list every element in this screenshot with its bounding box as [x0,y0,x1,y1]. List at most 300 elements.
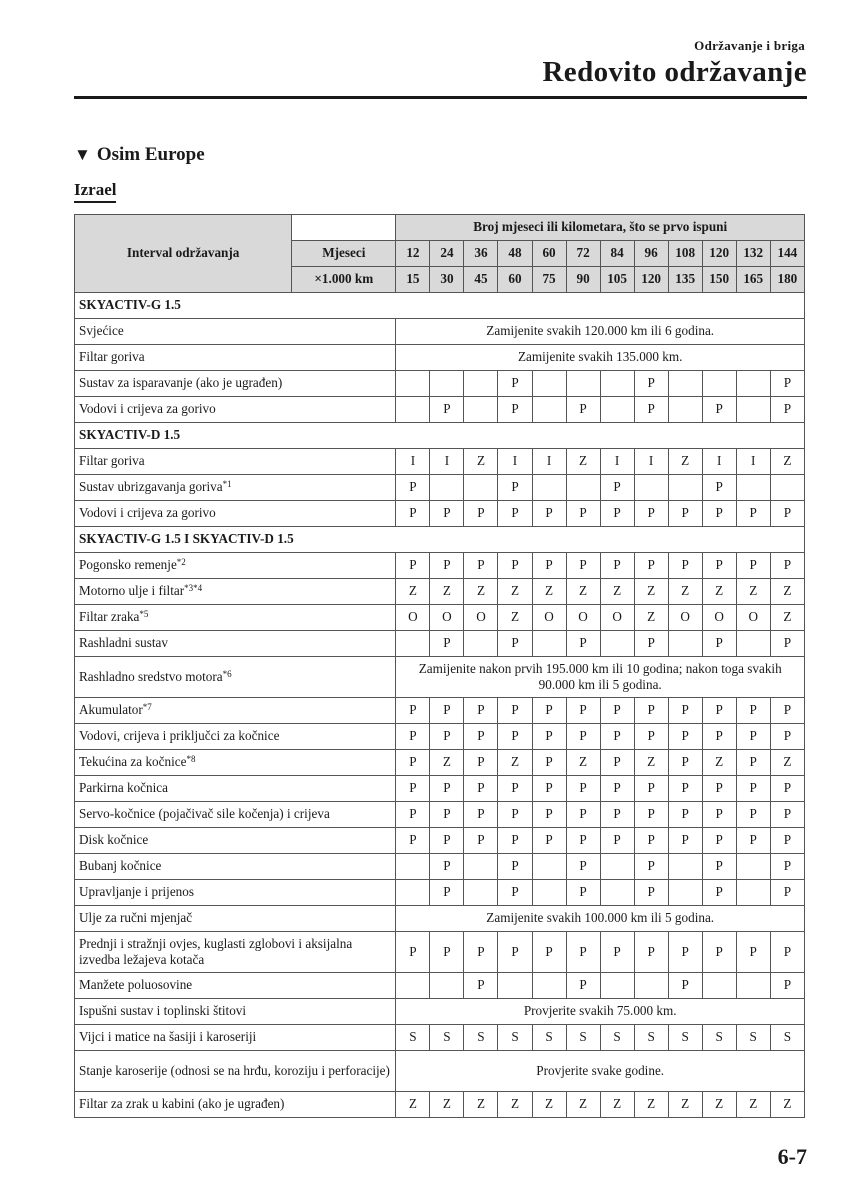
interval-cell: P [396,750,430,776]
interval-note: Zamijenite svakih 120.000 km ili 6 godina. [396,319,805,345]
interval-cell: P [566,501,600,527]
interval-cell: O [668,605,702,631]
interval-cell: P [702,828,736,854]
interval-cell: P [600,553,634,579]
interval-cell: S [668,1025,702,1051]
months-label: Mjeseci [292,241,396,267]
item-label-cell [75,854,396,880]
interval-cell: P [634,724,668,750]
interval-cell [736,397,770,423]
interval-cell [430,475,464,501]
header-blank-cell [292,215,396,241]
interval-cell: P [464,828,498,854]
km-header-cell: 180 [770,267,804,293]
table-row [75,973,805,999]
interval-cell [396,880,430,906]
table-row [75,750,805,776]
table-row [75,854,805,880]
interval-cell [600,880,634,906]
engine-group-label: SKYACTIV-G 1.5 [75,293,805,319]
interval-cell: P [770,854,804,880]
interval-cell: I [702,449,736,475]
interval-cell: P [566,553,600,579]
item-label: Stanje karoserije (odnosi se na hrđu, koroziju i perforacije) [79,1062,390,1078]
interval-cell [532,880,566,906]
interval-cell: Z [770,605,804,631]
interval-cell: Z [634,605,668,631]
interval-cell: P [498,932,532,973]
interval-cell: Z [566,750,600,776]
interval-cell: P [736,776,770,802]
table-row [75,501,805,527]
item-label: Tekućina za kočnice [79,754,187,770]
interval-cell: P [668,698,702,724]
interval-cell: P [430,501,464,527]
interval-cell: I [736,449,770,475]
interval-cell: P [464,932,498,973]
interval-cell: P [532,698,566,724]
interval-cell [464,631,498,657]
interval-cell: Z [430,579,464,605]
table-row [75,449,805,475]
interval-cell: I [600,449,634,475]
table-row [75,1025,805,1051]
interval-cell: S [396,1025,430,1051]
interval-cell: P [702,397,736,423]
interval-cell: P [430,553,464,579]
km-header-cell: 30 [430,267,464,293]
interval-cell: P [430,802,464,828]
interval-note: Provjerite svake godine. [396,1051,805,1092]
interval-cell: I [634,449,668,475]
interval-cell: P [396,932,430,973]
interval-cell: O [532,605,566,631]
interval-cell: Z [464,449,498,475]
interval-cell: P [770,828,804,854]
interval-cell [736,631,770,657]
interval-cell: P [532,553,566,579]
interval-cell: P [702,932,736,973]
interval-cell: P [634,776,668,802]
interval-cell: O [566,605,600,631]
interval-cell: P [736,932,770,973]
interval-cell: P [668,828,702,854]
interval-cell: P [770,631,804,657]
interval-cell [668,475,702,501]
header-section-label: Održavanje i briga [694,38,805,53]
interval-cell: Z [668,1092,702,1118]
interval-note: Provjerite svakih 75.000 km. [396,999,805,1025]
footnote-ref: *1 [222,479,232,490]
interval-cell [396,397,430,423]
interval-cell: P [464,802,498,828]
interval-cell: O [702,605,736,631]
km-header-cell: 150 [702,267,736,293]
interval-cell: P [464,553,498,579]
interval-cell [464,475,498,501]
km-header-cell: 60 [498,267,532,293]
interval-cell [532,371,566,397]
interval-cell: Z [600,1092,634,1118]
interval-cell: Z [396,1092,430,1118]
interval-cell: P [498,802,532,828]
item-label-cell [75,553,396,579]
interval-cell: P [532,932,566,973]
item-label-cell [75,319,396,345]
interval-cell: Z [498,750,532,776]
table-row [75,475,805,501]
section-heading-text: Osim Europe [96,144,205,165]
interval-cell [668,631,702,657]
item-label-cell [75,345,396,371]
km-header-cell: 105 [600,267,634,293]
interval-cell: P [498,854,532,880]
interval-cell [736,371,770,397]
table-row [75,776,805,802]
interval-cell: P [396,501,430,527]
interval-cell: P [396,553,430,579]
interval-cell: P [498,880,532,906]
interval-cell: P [702,698,736,724]
page-number: 6-7 [777,1144,807,1169]
interval-cell: P [464,776,498,802]
table-row [75,553,805,579]
interval-cell: S [634,1025,668,1051]
interval-cell: P [566,802,600,828]
interval-cell: Z [634,1092,668,1118]
interval-cell: P [634,932,668,973]
interval-cell: Z [770,449,804,475]
interval-cell: P [498,397,532,423]
item-label-cell [75,880,396,906]
interval-cell: P [770,932,804,973]
interval-cell [600,371,634,397]
interval-cell: P [702,475,736,501]
interval-cell: I [430,449,464,475]
item-label-cell [75,1092,396,1118]
month-header-cell: 120 [702,241,736,267]
item-label-cell [75,750,396,776]
interval-cell: P [702,776,736,802]
km-header-cell: 15 [396,267,430,293]
interval-cell: Z [634,579,668,605]
km-header-cell: 135 [668,267,702,293]
interval-cell [600,397,634,423]
interval-cell: Z [464,1092,498,1118]
item-label: Vodovi i crijeva za gorivo [79,401,216,417]
item-label: Sustav ubrizgavanja goriva [79,479,223,495]
interval-cell: P [668,973,702,999]
month-header-cell: 108 [668,241,702,267]
interval-cell: Z [702,750,736,776]
interval-cell [532,397,566,423]
interval-cell: P [736,828,770,854]
interval-cell: I [498,449,532,475]
interval-cell [396,854,430,880]
footnote-ref: *2 [176,557,186,568]
month-header-cell: 96 [634,241,668,267]
interval-cell: O [600,605,634,631]
interval-cell: Z [532,1092,566,1118]
interval-cell: P [600,776,634,802]
interval-cell: P [464,750,498,776]
interval-cell: Z [770,579,804,605]
km-header-cell: 90 [566,267,600,293]
interval-cell [464,854,498,880]
interval-cell [532,854,566,880]
interval-cell: P [702,802,736,828]
interval-cell: P [498,776,532,802]
item-label-cell [75,579,396,605]
interval-cell: P [600,475,634,501]
section-heading [74,144,205,166]
km-header-cell: 120 [634,267,668,293]
interval-cell: Z [668,449,702,475]
item-label: Akumulator [79,702,143,718]
table-row [75,579,805,605]
interval-cell: P [702,724,736,750]
interval-cell: P [770,724,804,750]
footnote-ref: *8 [186,754,196,765]
table-row [75,371,805,397]
item-label-cell [75,1025,396,1051]
table-row [75,880,805,906]
interval-cell: P [566,776,600,802]
interval-cell [566,371,600,397]
interval-group-header: Broj mjeseci ili kilometara, što se prvo ispuni [396,215,805,241]
table-row [75,319,805,345]
interval-cell [566,475,600,501]
interval-cell: S [498,1025,532,1051]
interval-note: Zamijenite svakih 135.000 km. [396,345,805,371]
interval-cell [736,475,770,501]
interval-cell: P [668,553,702,579]
footnote-ref: *7 [142,702,152,713]
interval-cell: Z [464,579,498,605]
interval-cell [736,973,770,999]
interval-cell: P [702,854,736,880]
interval-note: Zamijenite svakih 100.000 km ili 5 godina. [396,906,805,932]
interval-cell: P [566,828,600,854]
interval-cell: P [736,802,770,828]
interval-cell: P [396,802,430,828]
interval-cell: P [668,932,702,973]
interval-cell: P [396,828,430,854]
interval-cell [600,854,634,880]
interval-cell: Z [736,1092,770,1118]
interval-cell: Z [532,579,566,605]
item-label: Bubanj kočnice [79,858,162,874]
item-label: Ulje za ručni mjenjač [79,910,193,926]
interval-cell [532,973,566,999]
month-header-cell: 144 [770,241,804,267]
interval-cell: P [396,724,430,750]
item-label: Parkirna kočnica [79,780,168,796]
interval-cell: P [464,698,498,724]
table-row [75,724,805,750]
interval-cell: P [770,698,804,724]
sub-heading: Izrael [74,180,116,203]
interval-cell: P [566,397,600,423]
item-label-cell [75,657,396,698]
item-label-cell [75,1051,396,1092]
interval-cell: P [634,880,668,906]
interval-column-header: Interval održavanja [75,215,292,293]
item-label-cell [75,973,396,999]
interval-cell: Z [430,750,464,776]
item-label: Rashladno sredstvo motora [79,668,223,684]
interval-cell: P [702,501,736,527]
item-label-cell [75,776,396,802]
item-label-cell [75,724,396,750]
interval-cell: Z [566,449,600,475]
interval-cell: P [634,501,668,527]
table-row [75,932,805,973]
interval-cell: P [702,631,736,657]
interval-cell: P [498,698,532,724]
interval-cell: P [464,501,498,527]
item-label: Motorno ulje i filtar [79,583,185,599]
interval-cell: P [634,397,668,423]
interval-cell: P [736,553,770,579]
item-label-cell [75,698,396,724]
table-row [75,657,805,698]
km-header-cell: 75 [532,267,566,293]
interval-cell [600,631,634,657]
interval-cell: P [770,397,804,423]
interval-cell: P [770,880,804,906]
interval-cell [634,973,668,999]
interval-cell: P [634,553,668,579]
interval-cell: S [464,1025,498,1051]
interval-cell: P [566,631,600,657]
interval-cell [498,973,532,999]
engine-group-label: SKYACTIV-D 1.5 [75,423,805,449]
interval-cell: P [396,475,430,501]
item-label: Manžete poluosovine [79,977,193,993]
table-row [75,345,805,371]
interval-cell: P [430,397,464,423]
table-row [75,828,805,854]
month-header-cell: 72 [566,241,600,267]
interval-cell: P [736,501,770,527]
interval-cell [668,880,702,906]
interval-cell: P [430,631,464,657]
maintenance-schedule-table [74,214,805,1118]
item-label-cell [75,631,396,657]
interval-cell: P [736,698,770,724]
month-header-cell: 48 [498,241,532,267]
item-label: Filtar zraka [79,609,140,625]
item-label-cell [75,828,396,854]
month-header-cell: 12 [396,241,430,267]
interval-note: Zamijenite nakon prvih 195.000 km ili 10 godina; nakon toga svakih 90.000 km ili 5 godina. [396,657,805,698]
interval-cell: P [736,750,770,776]
table-row [75,605,805,631]
table-row [75,906,805,932]
interval-cell [668,854,702,880]
interval-cell: P [430,828,464,854]
interval-cell: P [634,828,668,854]
item-label: Filtar za zrak u kabini (ako je ugrađen) [79,1096,285,1112]
interval-cell: P [430,880,464,906]
km-label: ×1.000 km [292,267,396,293]
interval-cell [770,475,804,501]
interval-cell: P [770,371,804,397]
interval-cell: P [770,553,804,579]
item-label: Svjećice [79,323,124,339]
interval-cell: P [702,880,736,906]
interval-cell: O [736,605,770,631]
interval-cell [702,973,736,999]
interval-cell: P [532,501,566,527]
interval-cell: P [464,973,498,999]
interval-cell [464,397,498,423]
interval-cell: P [600,501,634,527]
interval-cell: Z [566,579,600,605]
interval-cell: P [430,854,464,880]
interval-cell: P [770,501,804,527]
interval-cell: P [634,631,668,657]
interval-cell: P [770,776,804,802]
interval-cell: Z [770,750,804,776]
interval-cell: P [430,932,464,973]
interval-cell: Z [770,1092,804,1118]
interval-cell: S [430,1025,464,1051]
km-header-cell: 45 [464,267,498,293]
interval-cell: P [736,724,770,750]
interval-cell: P [668,501,702,527]
interval-cell: P [566,854,600,880]
interval-cell: Z [498,1092,532,1118]
interval-cell: P [498,475,532,501]
item-label: Rashladni sustav [79,635,169,651]
interval-cell [396,973,430,999]
interval-cell [464,371,498,397]
item-label: Sustav za isparavanje (ako je ugrađen) [79,375,283,391]
footnote-ref: *5 [139,609,149,620]
interval-cell: P [600,932,634,973]
item-label: Vodovi, crijeva i priključci za kočnice [79,728,280,744]
item-label: Disk kočnice [79,832,149,848]
interval-cell: P [430,776,464,802]
interval-cell: P [532,828,566,854]
interval-cell: P [464,724,498,750]
interval-cell: Z [634,750,668,776]
item-label: Upravljanje i prijenos [79,884,194,900]
header-divider [74,96,807,99]
table-row [75,999,805,1025]
interval-cell: P [668,724,702,750]
interval-cell: Z [498,579,532,605]
interval-cell: O [464,605,498,631]
interval-cell: P [600,802,634,828]
interval-cell: P [498,631,532,657]
interval-cell: P [430,698,464,724]
item-label-cell [75,501,396,527]
interval-cell: P [566,880,600,906]
interval-cell [668,371,702,397]
interval-cell [532,475,566,501]
footnote-ref: *3*4 [184,583,203,594]
interval-cell: S [532,1025,566,1051]
interval-cell: I [532,449,566,475]
interval-cell [430,371,464,397]
item-label-cell [75,802,396,828]
item-label-cell [75,371,396,397]
interval-cell: P [770,802,804,828]
interval-cell [634,475,668,501]
